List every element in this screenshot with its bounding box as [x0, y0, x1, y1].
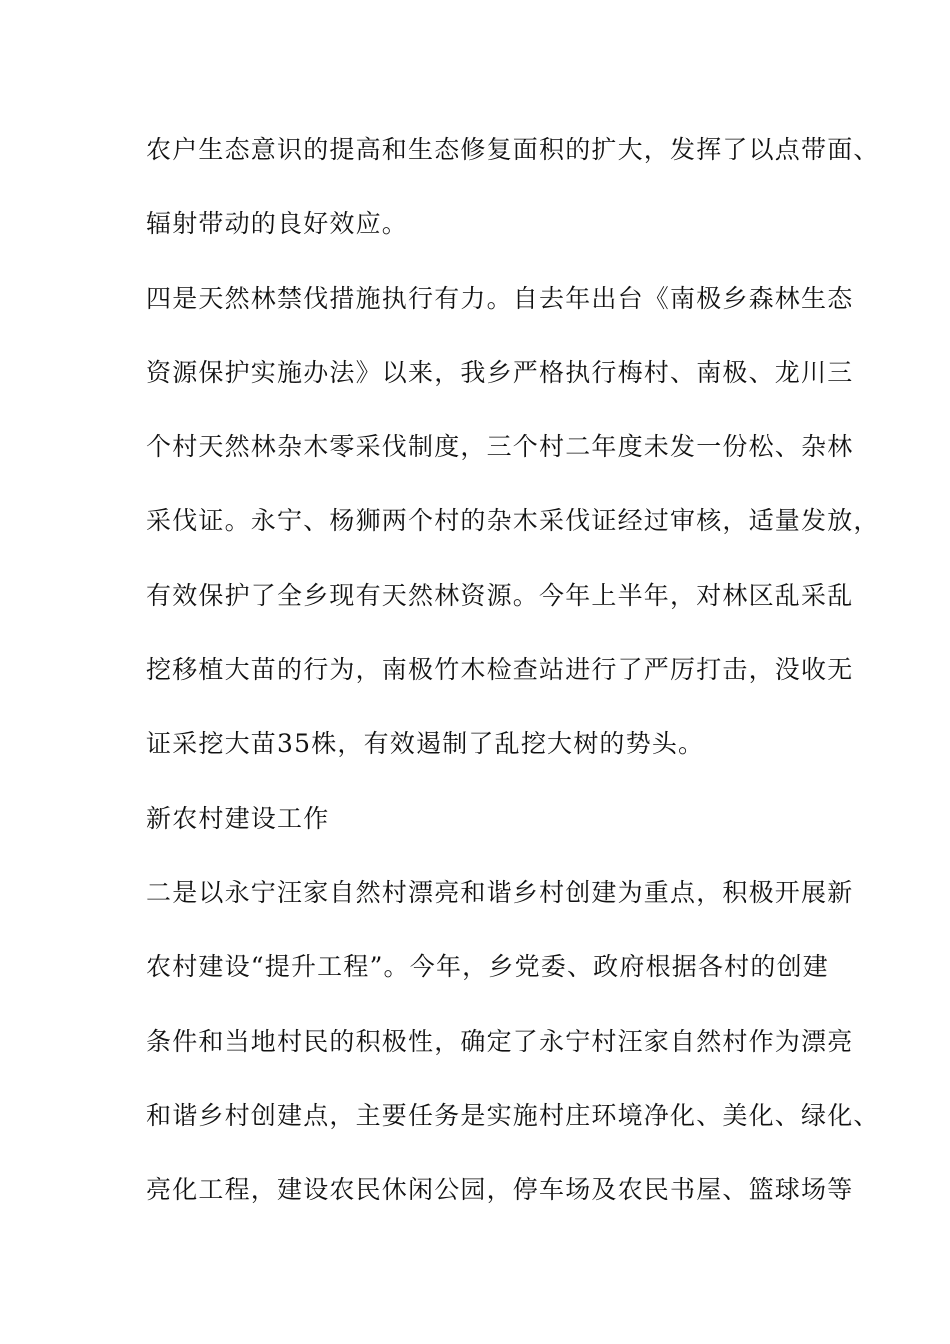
text-line: 个村天然林杂木零采伐制度，三个村二年度未发一份松、杂林 [146, 432, 854, 462]
text-line: 农户生态意识的提高和生态修复面积的扩大，发挥了以点带面、 [146, 135, 880, 164]
text-line: 条件和当地村民的积极性，确定了永宁村汪家自然村作为漂亮 [146, 1026, 854, 1056]
text-line: 挖移植大苗的行为，南极竹木检查站进行了严厉打击，没收无 [146, 655, 854, 685]
text-line: 亮化工程，建设农民休闲公园，停车场及农民书屋、篮球场等 [146, 1175, 854, 1205]
text-line: 采伐证。永宁、杨狮两个村的杂木采伐证经过审核，适量发放， [146, 506, 880, 536]
document-body [146, 128, 880, 1242]
text-line: 有效保护了全乡现有天然林资源。今年上半年，对林区乱采乱 [146, 580, 854, 610]
text-line: 二是以永宁汪家自然村漂亮和谐乡村创建为重点，积极开展新 [146, 877, 854, 907]
text-line: 资源保护实施办法》以来，我乡严格执行梅村、南极、龙川三 [146, 357, 854, 387]
section-heading: 新农村建设工作 [146, 803, 330, 833]
text-line: 四是天然林禁伐措施执行有力。自去年出台《南极乡森林生态 [146, 283, 854, 313]
text-line: 辐射带动的良好效应。 [146, 209, 409, 239]
text-line: 和谐乡村创建点，主要任务是实施村庄环境净化、美化、绿化、 [146, 1100, 880, 1130]
text-line: 证采挖大苗35株，有效遏制了乱挖大树的势头。 [146, 729, 705, 759]
text-line: 农村建设“提升工程”。今年，乡党委、政府根据各村的创建 [146, 952, 829, 982]
